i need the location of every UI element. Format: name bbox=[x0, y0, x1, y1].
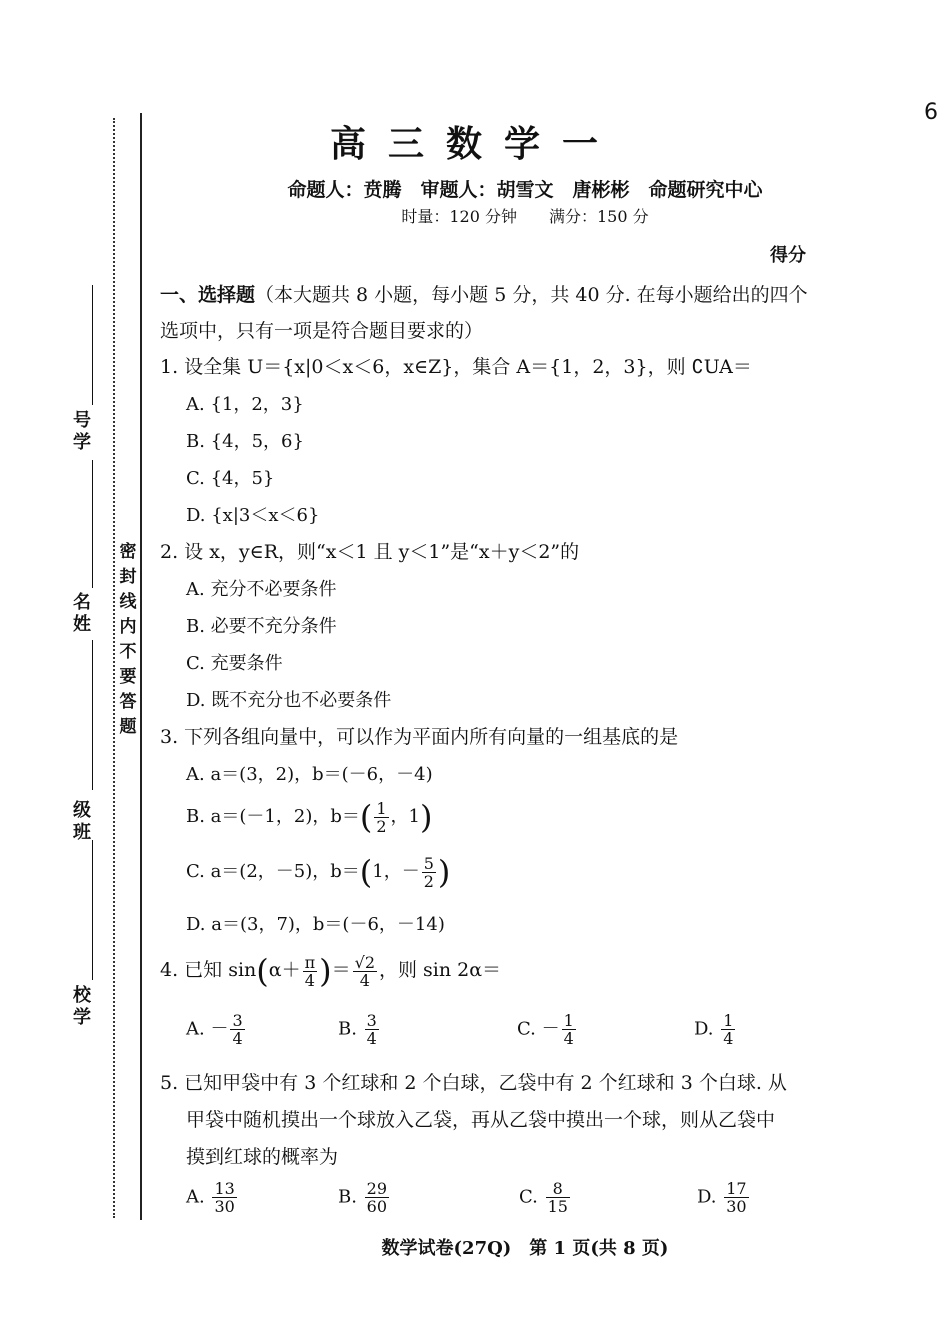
seal-char: 内 bbox=[119, 617, 137, 637]
page-footer: 数学试卷(27Q) 第 1 页(共 8 页) bbox=[381, 1238, 669, 1259]
q4-rhs-fraction bbox=[353, 954, 377, 989]
q3-c-fraction bbox=[422, 855, 436, 890]
q5-option-c[interactable] bbox=[519, 1180, 572, 1215]
class-label bbox=[70, 800, 94, 844]
option-label: D. bbox=[694, 1018, 720, 1040]
q4-option-b[interactable] bbox=[338, 1012, 381, 1047]
q3-b-fraction bbox=[374, 800, 388, 835]
fraction-denominator: 60 bbox=[366, 1197, 388, 1216]
q4-option-d[interactable] bbox=[694, 1012, 737, 1047]
q3-option-a[interactable]: A. a＝(3，2)，b＝(－6，－4) bbox=[186, 764, 433, 785]
section-heading bbox=[160, 280, 808, 307]
q3-option-d[interactable]: D. a＝(3，7)，b＝(－6，－14) bbox=[186, 914, 445, 935]
fraction-numerator: √2 bbox=[354, 952, 375, 972]
q3-c-mid: 1，－ bbox=[372, 861, 420, 882]
q3-option-b[interactable]: B. a＝(－1，2)，b＝( $\frac{1}{2}$ ，1) bbox=[186, 798, 433, 836]
q5-option-d[interactable] bbox=[697, 1180, 751, 1215]
fraction-denominator: 4 bbox=[723, 1029, 734, 1048]
label-char: 学 bbox=[73, 1007, 91, 1028]
fraction-numerator: 3 bbox=[232, 1011, 243, 1030]
name-blank[interactable] bbox=[92, 460, 93, 588]
school-label bbox=[70, 985, 94, 1029]
q3-stem: 3. 下列各组向量中，可以作为平面内所有向量的一组基底的是 bbox=[160, 726, 679, 748]
fraction-denominator: 4 bbox=[359, 970, 370, 990]
name-label bbox=[70, 592, 94, 636]
q3-option-c[interactable]: C. a＝(2，－5)，b＝(1，－ $\frac{5}{2}$ ) bbox=[186, 853, 451, 891]
fraction-numerator: 29 bbox=[366, 1179, 388, 1198]
q2-option-d[interactable]: D. 既不充分也不必要条件 bbox=[186, 690, 392, 711]
fraction-numerator: 1 bbox=[563, 1011, 574, 1030]
q5-stem-line3: 摸到红球的概率为 bbox=[186, 1146, 339, 1168]
q4-pi-fraction bbox=[303, 954, 318, 989]
seal-char: 密 bbox=[119, 542, 137, 562]
q5-stem-line1: 5. 已知甲袋中有 3 个红球和 2 个白球，乙袋中有 2 个红球和 3 个白球. 从 bbox=[160, 1072, 787, 1094]
option-label: B. bbox=[338, 1186, 363, 1208]
score-label: 得分 bbox=[770, 245, 806, 266]
fraction-numerator: 1 bbox=[376, 798, 387, 818]
seal-char: 封 bbox=[119, 567, 137, 587]
seal-warning bbox=[118, 540, 138, 740]
fraction-denominator: 15 bbox=[547, 1197, 568, 1216]
option-label: C. bbox=[519, 1186, 544, 1208]
seal-char: 答 bbox=[119, 692, 137, 712]
option-label: A. bbox=[186, 1186, 211, 1208]
option-label: C. － bbox=[517, 1018, 560, 1040]
fraction-denominator: 30 bbox=[214, 1197, 235, 1216]
q2-option-b[interactable]: B. 必要不充分条件 bbox=[186, 616, 337, 637]
label-char: 姓 bbox=[73, 614, 91, 635]
fraction-denominator: 4 bbox=[366, 1029, 377, 1048]
label-char: 班 bbox=[73, 822, 91, 843]
seal-char: 线 bbox=[119, 592, 137, 612]
option-label: A. － bbox=[186, 1018, 229, 1040]
q4-option-a[interactable] bbox=[186, 1012, 247, 1047]
q3-b-suffix: ，1 bbox=[390, 806, 420, 827]
section-note-line2: 选项中，只有一项是符合题目要求的） bbox=[160, 320, 484, 342]
class-blank[interactable] bbox=[92, 640, 93, 790]
seal-char: 要 bbox=[119, 667, 137, 687]
q4-stem: 4. 已知 sin(α＋ $\frac{\pi}{4}$ )＝ $\frac{√2}{4}$ ，则 sin 2α＝ bbox=[160, 952, 502, 990]
fraction-numerator: π bbox=[304, 952, 316, 972]
fold-dotted-line bbox=[113, 118, 115, 1218]
fraction-denominator: 4 bbox=[304, 970, 315, 990]
label-char: 学 bbox=[73, 432, 91, 453]
fraction-denominator: 2 bbox=[376, 816, 387, 836]
q3-c-prefix: C. a＝(2，－5)，b＝ bbox=[186, 861, 360, 882]
q4-prefix: 4. 已知 sin bbox=[160, 959, 257, 981]
fraction-numerator: 8 bbox=[546, 1180, 570, 1198]
fraction-denominator: 2 bbox=[423, 871, 434, 891]
q2-option-a[interactable]: A. 充分不必要条件 bbox=[186, 579, 337, 600]
q1-option-a[interactable]: A. {1，2，3} bbox=[186, 394, 304, 415]
exam-authors: 命题人：贲腾 审题人：胡雪文 唐彬彬 命题研究中心 bbox=[287, 179, 763, 201]
fraction-numerator: 1 bbox=[723, 1011, 734, 1030]
option-label: B. bbox=[338, 1018, 363, 1040]
exam-time-score: 时量：120 分钟 满分：150 分 bbox=[401, 207, 649, 226]
fraction-numerator: 13 bbox=[214, 1179, 235, 1198]
corner-number: 6 bbox=[924, 100, 938, 125]
student-id-blank[interactable] bbox=[92, 285, 93, 405]
q5-option-b[interactable] bbox=[338, 1180, 391, 1215]
q1-option-d[interactable]: D. {x|3＜x＜6} bbox=[186, 505, 320, 526]
student-id-label bbox=[70, 410, 94, 454]
q5-option-a[interactable] bbox=[186, 1180, 239, 1215]
seal-char: 不 bbox=[119, 642, 137, 662]
q4-suffix: ，则 sin 2α＝ bbox=[379, 959, 502, 981]
section-note: （本大题共 8 小题，每小题 5 分，共 40 分. 在每小题给出的四个 bbox=[255, 284, 808, 306]
q4-option-c[interactable] bbox=[517, 1012, 578, 1047]
fraction-numerator: 5 bbox=[423, 853, 434, 873]
fraction-denominator: 4 bbox=[232, 1029, 243, 1048]
fraction-denominator: 4 bbox=[563, 1029, 574, 1048]
fraction-numerator: 3 bbox=[366, 1011, 377, 1030]
q2-option-c[interactable]: C. 充要条件 bbox=[186, 653, 283, 674]
q1-option-b[interactable]: B. {4，5，6} bbox=[186, 431, 304, 452]
q1-option-c[interactable]: C. {4，5} bbox=[186, 468, 275, 489]
fraction-numerator: 17 bbox=[726, 1179, 747, 1198]
option-label: D. bbox=[697, 1186, 723, 1208]
seal-char: 题 bbox=[119, 717, 137, 737]
q4-alpha: α＋ bbox=[268, 959, 301, 981]
q1-stem: 1. 设全集 U＝{x|0＜x＜6，x∈Z}，集合 A＝{1，2，3}，则 ∁UA＝ bbox=[160, 356, 752, 378]
label-char: 号 bbox=[73, 410, 91, 431]
fraction-denominator: 30 bbox=[726, 1197, 747, 1216]
school-blank[interactable] bbox=[92, 840, 93, 980]
q2-stem: 2. 设 x，y∈R，则“x＜1 且 y＜1”是“x＋y＜2”的 bbox=[160, 541, 580, 563]
label-char: 级 bbox=[73, 800, 91, 821]
label-char: 校 bbox=[73, 985, 91, 1006]
section-title: 一、选择题 bbox=[160, 284, 256, 306]
q5-stem-line2: 甲袋中随机摸出一个球放入乙袋，再从乙袋中摸出一个球，则从乙袋中 bbox=[186, 1109, 776, 1131]
q3-b-prefix: B. a＝(－1，2)，b＝ bbox=[186, 806, 360, 827]
exam-title: 高三数学一 bbox=[329, 123, 620, 165]
margin-solid-line bbox=[140, 113, 142, 1220]
label-char: 名 bbox=[73, 592, 91, 613]
